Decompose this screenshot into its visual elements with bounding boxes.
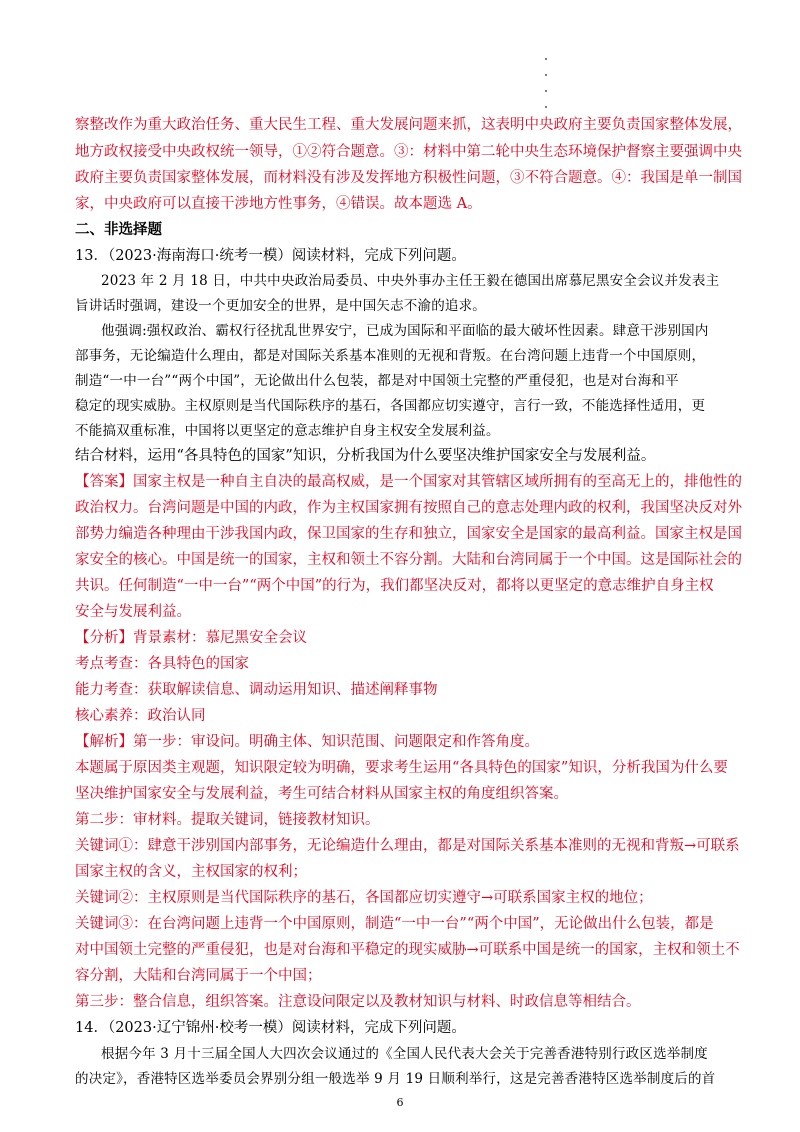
page-number: 6 <box>396 1096 404 1109</box>
decorative-dots <box>543 58 549 114</box>
explanation-line: 察整改作为重大政治任务、重大民生工程、重大发展问题来抓，这表明中央政府主要负责国家整体发展， <box>75 117 742 133</box>
material-line: 不能搞双重标准，中国将以更坚定的意志维护自身主权安全发展利益。 <box>75 423 500 439</box>
explanation-line: 对中国领土完整的严重侵犯，也是对台海和平稳定的现实威胁→可联系中国是统一的国家，主权和领土不 <box>75 942 740 958</box>
analysis-line: 【分析】背景素材：慕尼黑安全会议 <box>75 630 307 646</box>
answer-line: 政治权力。台湾问题是中国的内政，作为主权国家拥有按照自己的意志处理内政的权利，我国坚决反对外 <box>75 500 742 516</box>
explanation-line: 本题属于原因类主观题，知识限定较为明确，要求考生运用“各具特色的国家”知识，分析我国为什么要 <box>75 760 728 776</box>
material-line: 2023 年 2 月 18 日，中共中央政治局委员、中央外事办主任王毅在德国出席慕尼黑安全会议并发表主 <box>101 273 720 289</box>
section-heading: 二、非选择题 <box>75 221 162 238</box>
answer-line: 安全与发展利益。 <box>75 604 191 620</box>
material-line: 根据今年 3 月十三届全国人大四次会议通过的《全国人民代表大会关于完善香港特别行政区选举制度 <box>101 1046 708 1062</box>
material-line: 部事务，无论编造什么理由，都是对国际关系基本准则的无视和背叛。在台湾问题上违背一个中国原则， <box>75 348 706 364</box>
analysis-line: 考点考查：各具特色的国家 <box>75 656 249 672</box>
dot-icon <box>545 90 547 92</box>
material-line: 制造“一中一台”“两个中国”，无论做出什么包装，都是对中国领土完整的严重侵犯，也是对台海和平 <box>75 373 679 389</box>
explanation-line: 关键词①：肆意干涉别国内部事务，无论编造什么理由，都是对国际关系基本准则的无视和背叛→可联系 <box>75 838 740 854</box>
question-prompt: 结合材料，运用“各具特色的国家”知识，分析我国为什么要坚决维护国家安全与发展利益。 <box>75 448 656 464</box>
explanation-line: 第三步：整合信息，组织答案。注意设问限定以及教材知识与材料、时政信息等相结合。 <box>75 994 641 1010</box>
answer-line: 【答案】国家主权是一种自主自决的最高权威，是一个国家对其管辖区域所拥有的至高无上的，排他性的 <box>75 474 742 490</box>
explanation-line: 容分割，大陆和台湾同属于一个中国； <box>75 968 322 984</box>
explanation-line: 第二步：审材料。提取关键词，链接教材知识。 <box>75 812 380 828</box>
explanation-line: 家，中央政府可以直接干涉地方性事务，④错误。故本题选 A。 <box>75 196 482 212</box>
question-14-title: 14．（2023·辽宁锦州·校考一模）阅读材料，完成下列问题。 <box>75 1020 466 1036</box>
explanation-line: 关键词③：在台湾问题上违背一个中国原则，制造“一中一台”“两个中国”，无论做出什么包装，都是 <box>75 916 714 932</box>
material-line: 稳定的现实威胁。主权原则是当代国际秩序的基石，各国都应切实遵守，言行一致，不能选择性适用，更 <box>75 398 706 414</box>
explanation-line: 地方政权接受中央政权统一领导，①②符合题意。③：材料中第二轮中央生态环境保护督察主要强调中央 <box>75 144 742 160</box>
dot-icon <box>545 106 547 108</box>
explanation-line: 政府主要负责国家整体发展，而材料没有涉及发挥地方积极性问题，③不符合题意。④：我国是单一制国 <box>75 170 742 186</box>
material-line: 他强调:强权政治、霸权行径扰乱世界安宁，已成为国际和平面临的最大破坏性因素。肆意干涉别国内 <box>101 323 709 339</box>
explanation-line: 坚决维护国家安全与发展利益，考生可结合材料从国家主权的角度组织答案。 <box>75 786 568 802</box>
answer-line: 部势力编造各种理由干涉我国内政，保卫国家的生存和独立，国家安全是国家的最高利益。国家主权是国 <box>75 526 742 542</box>
dot-icon <box>545 58 547 60</box>
dot-icon <box>545 74 547 76</box>
explanation-line: 国家主权的含义，主权国家的权利； <box>75 864 307 880</box>
question-13-title: 13．（2023·海南海口·统考一模）阅读材料，完成下列问题。 <box>75 248 466 264</box>
material-line: 旨讲话时强调，建设一个更加安全的世界，是中国矢志不渝的追求。 <box>75 298 486 314</box>
analysis-line: 核心素养：政治认同 <box>75 708 206 724</box>
explanation-line: 【解析】第一步：审设问。明确主体、知识范围、问题限定和作答角度。 <box>75 734 539 750</box>
answer-line: 家安全的核心。中国是统一的国家，主权和领土不容分割。大陆和台湾同属于一个中国。这是国际社会的 <box>75 552 742 568</box>
answer-line: 共识。任何制造“一中一台”“两个中国”的行为，我们都坚决反对，都将以更坚定的意志维护自身主权 <box>75 578 714 594</box>
analysis-line: 能力考查：获取解读信息、调动运用知识、描述阐释事物 <box>75 682 438 698</box>
material-line: 的决定》，香港特区选举委员会界别分组一般选举 9 月 19 日顺利举行，这是完善香港特区选举制度后的首 <box>75 1071 716 1087</box>
explanation-line: 关键词②：主权原则是当代国际秩序的基石，各国都应切实遵守→可联系国家主权的地位； <box>75 890 653 906</box>
